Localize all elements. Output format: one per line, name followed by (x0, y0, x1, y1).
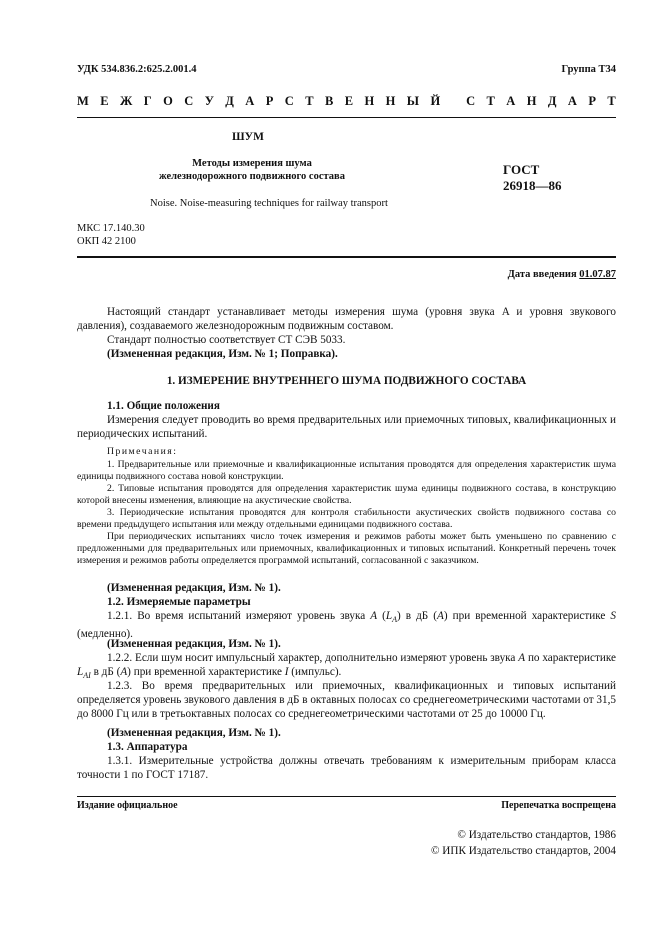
standard-type-letter: Г (143, 94, 152, 108)
section-1-2-2: 1.2.2. Если шум носит импульсный характер, дополнительно измеряют уровень звука A по характеристике $L_{AI}$ в дБ (A) при временной характеристике I (импульс). (77, 652, 617, 681)
gost-label: ГОСТ (503, 162, 540, 177)
s122-d: при временной характеристике (133, 666, 282, 678)
title-main: ШУМ (232, 131, 264, 143)
note-3: 3. Периодические испытания проводятся для контроля стабильности акустических свойств подвижного состава со времени предыдущего испытания или между отдельными единицами подвижного состава. (77, 507, 616, 530)
s121-a: 1.2.1. Во время испытаний измеряют уровень звука (107, 610, 366, 622)
title-sub (150, 157, 354, 183)
section-1-3-title: 1.3. Аппаратура (107, 741, 188, 753)
gost-number: 26918—86 (503, 178, 562, 193)
standard-type-letter: Т (305, 94, 314, 108)
standard-type-letter: Ж (119, 94, 133, 108)
standard-type-letter: Д (225, 94, 234, 108)
title-english: Noise. Noise-measuring techniques for railway transport (150, 198, 388, 209)
standard-type-letter: Р (265, 94, 274, 108)
udk-code: УДК 534.836.2:625.2.001.4 (77, 64, 197, 75)
s122-sym-i: I (284, 666, 289, 678)
standard-type-letter: Н (364, 94, 375, 108)
standard-type-heading (77, 94, 616, 109)
standard-type-letter: У (204, 94, 214, 108)
copyright-2: © ИПК Издательство стандартов, 2004 (430, 845, 616, 857)
s121-sym-a2: A (437, 610, 444, 622)
s122-a: 1.2.2. Если шум носит импульсный характер, дополнительно измеряют уровень звука (107, 652, 516, 664)
classification-codes (77, 222, 145, 248)
intro-conformity: Стандарт полностью соответствует СТ СЭВ 5033. (107, 334, 346, 346)
header-rule (77, 117, 616, 118)
edit-note-1: (Измененная редакция, Изм. № 1). (107, 582, 281, 594)
title-rule (77, 256, 616, 258)
standard-type-letter: Р (588, 94, 596, 108)
mks-code: МКС 17.140.30 (77, 223, 145, 234)
s121-sub-a: A (392, 615, 398, 625)
section-1-1-text: Измерения следует проводить во время предварительных или приемочных типовых, квалификационных и периодических испытаний. (77, 414, 616, 440)
title-sub-line1: Методы измерения шума (192, 158, 312, 169)
intro-edit-note: (Измененная редакция, Изм. № 1; Поправка). (107, 348, 338, 360)
s122-sym-a: A (518, 652, 526, 664)
standard-type-letter: Й (430, 94, 441, 108)
s121-sym-a: A (370, 610, 378, 622)
standard-type-letter: О (163, 94, 173, 108)
s121-sym-s: S (610, 610, 616, 622)
introduction-date (508, 269, 616, 280)
group-code: Группа Т34 (561, 64, 616, 75)
title-sub-line2: железнодорожного подвижного состава (159, 171, 345, 182)
section-1-title: 1. ИЗМЕРЕНИЕ ВНУТРЕННЕГО ШУМА ПОДВИЖНОГО СОСТАВА (166, 375, 527, 387)
standard-type-letter: Е (344, 94, 354, 108)
standard-type-letter: А (506, 94, 516, 108)
note-2: 2. Типовые испытания проводятся для определения характеристик шума единицы подвижного состава, в конструкцию которой внесены изменения, влияющие на акустические свойства. (77, 483, 616, 506)
standard-type-gap (452, 94, 455, 109)
s122-sub-ai: AI (83, 671, 91, 681)
date-label: Дата введения (507, 269, 577, 280)
note-1: 1. Предварительные или приемочные и квалификационные испытания проводятся для определения характеристик шума единицы подвижного состава новой конструкции. (77, 459, 616, 482)
gost-designation (503, 162, 562, 194)
intro-text: Настоящий стандарт устанавливает методы измерения шума (уровня звука A и уровня звукового давления), создаваемого железнодорожным подвижным составом. (77, 306, 616, 332)
section-1-2-1: 1.2.1. Во время испытаний измеряют уровень звука A $(L_A)$ в дБ (A) при временной характеристике S (медленно). (77, 610, 616, 641)
standard-type-letter: Д (547, 94, 557, 108)
intro-paragraph (77, 305, 616, 333)
s121-d: (медленно). (77, 628, 133, 641)
standard-type-letter: Н (385, 94, 396, 108)
s122-sym-l: L (77, 666, 84, 678)
reprint-label: Перепечатка воспрещена (501, 800, 616, 811)
s121-sym-la: L (385, 610, 393, 622)
edit-note-3: (Измененная редакция, Изм. № 1). (107, 727, 281, 739)
s122-c: в дБ (93, 666, 114, 678)
standard-type-letter: С (284, 94, 294, 108)
section-1-1-title: 1.1. Общие положения (107, 400, 220, 412)
section-1-3-1: 1.3.1. Измерительные устройства должны отвечать требованиям к измерительным приборам класса точности 1 по ГОСТ 17187. (77, 755, 616, 781)
standard-type-letter: Т (486, 94, 495, 108)
standard-type-letter: Т (607, 94, 616, 108)
standard-type-letter: С (466, 94, 476, 108)
s122-sym-a2: A (120, 666, 128, 678)
okp-code: ОКП 42 2100 (77, 236, 136, 247)
standard-type-letter: С (184, 94, 194, 108)
standard-type-letter: А (245, 94, 255, 108)
edit-note-2: (Измененная редакция, Изм. № 1). (107, 638, 281, 650)
copyright-block (431, 827, 616, 859)
standard-type-letter: А (567, 94, 577, 108)
footer-rule (77, 796, 616, 797)
s122-b: по характеристике (527, 652, 617, 664)
notes-title: Примечания: (107, 446, 178, 457)
note-4: При периодических испытаниях число точек измерения и режимов работы может быть уменьшено по сравнению с предложенными для предварительных или приемочных, квалификационных и типовых испытаний. Конкретный перечень точек измерения и режимов работы определяется программой испытаний, согласованной с заказчиком. (77, 531, 616, 566)
section-1-2-title: 1.2. Измеряемые параметры (107, 596, 251, 608)
standard-type-letter: Ы (406, 94, 420, 108)
standard-type-letter: Е (100, 94, 109, 108)
edition-label: Издание официальное (77, 800, 178, 811)
standard-type-letter: В (324, 94, 334, 108)
standard-type-letter: М (77, 94, 89, 108)
section-1-2-3: 1.2.3. Во время предварительных или приемочных, квалификационных и типовых испытаний определяется уровень звукового давления в дБ в октавных полосах со среднегеометрическими частотами от 31,5 до 8000 Гц или в третьоктавных полосах со среднегеометрическими частотами от 25 до 10000 Гц. (77, 680, 616, 720)
standard-type-letter: Н (526, 94, 537, 108)
s121-c: при временной характеристике (452, 610, 606, 622)
s121-b: в дБ (405, 610, 429, 622)
date-value: 01.07.87 (579, 269, 616, 280)
s122-e: (импульс). (291, 666, 342, 678)
copyright-1: © Издательство стандартов, 1986 (457, 829, 616, 841)
